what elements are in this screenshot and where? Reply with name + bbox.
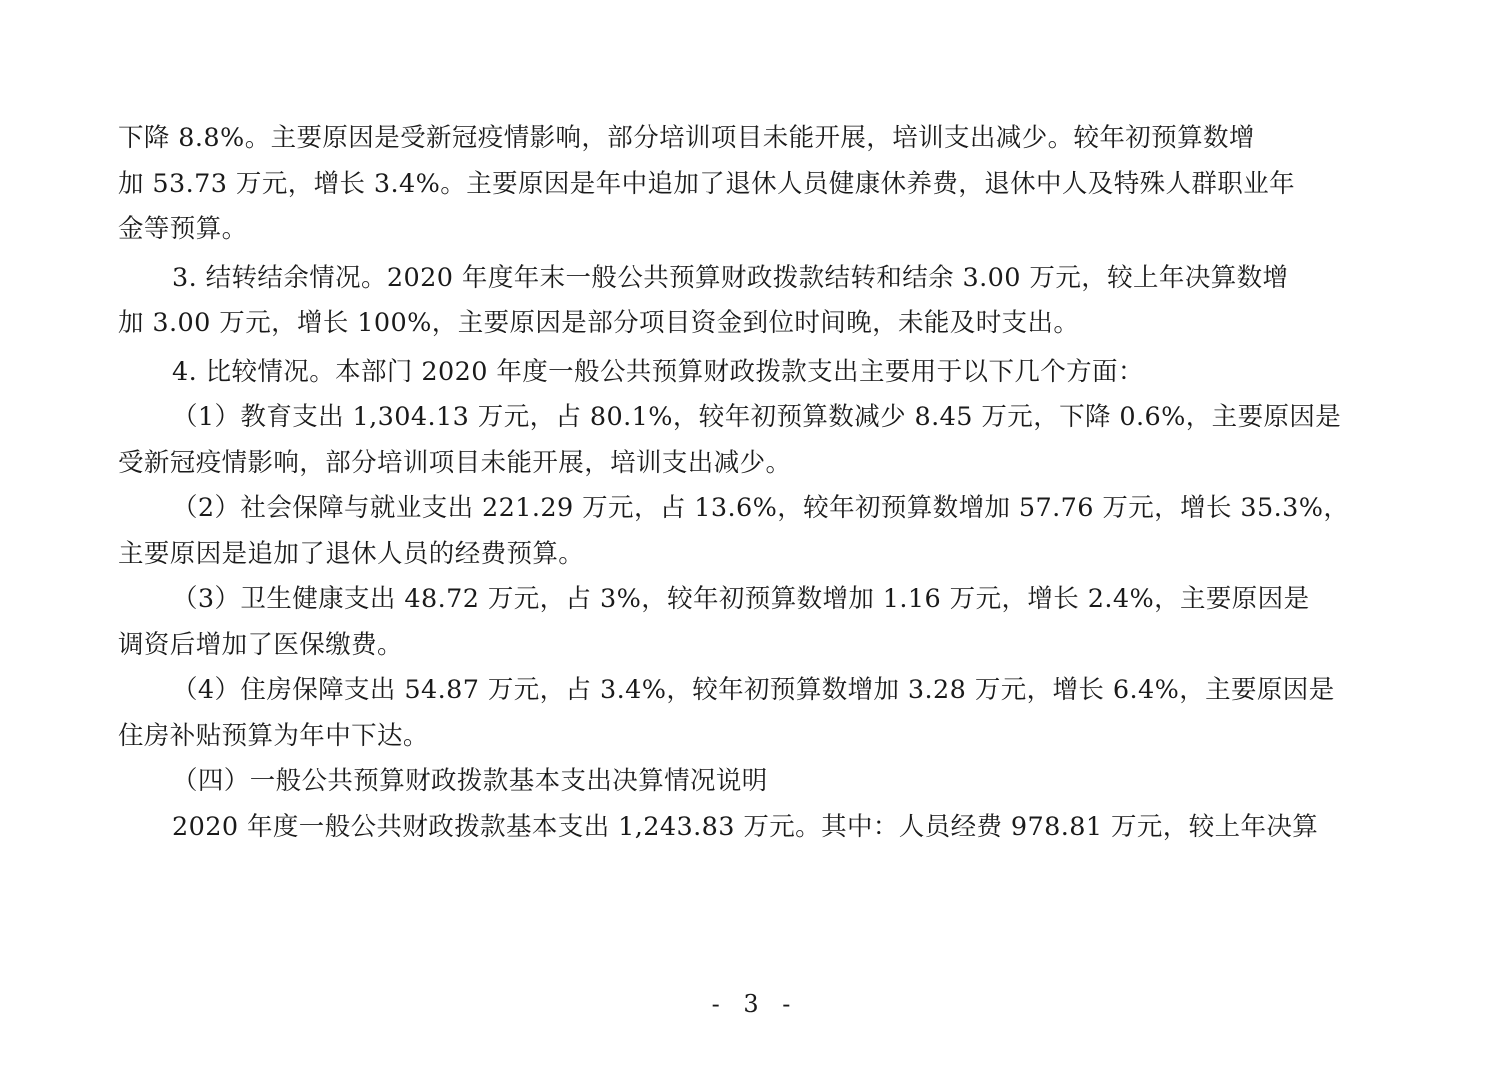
text-line: （4）住房保障支出 54.87 万元，占 3.4%，较年初预算数增加 3.28 万元，增长 6.4%，主要原因是 [172,675,1335,705]
text-line: 住房补贴预算为年中下达。 [118,720,429,751]
page-number: - 3 - [711,990,799,1018]
text-line: （2）社会保障与就业支出 221.29 万元，占 13.6%，较年初预算数增加 57.76 万元，增长 35.3%， [172,493,1350,523]
text-line: 受新冠疫情影响，部分培训项目未能开展，培训支出减少。 [118,447,792,478]
text-line: 4. 比较情况。本部门 2020 年度一般公共预算财政拨款支出主要用于以下几个方面： [172,356,1144,387]
text-line: 调资后增加了医保缴费。 [118,629,403,660]
text-line: 金等预算。 [118,214,248,244]
text-line: 下降 8.8%。主要原因是受新冠疫情影响，部分培训项目未能开展，培训支出减少。较年初预算数增 [118,123,1255,153]
text-line: 3. 结转结余情况。2020 年度年末一般公共预算财政拨款结转和结余 3.00 万元，较上年决算数增 [172,262,1289,293]
text-line: 主要原因是追加了退休人员的经费预算。 [118,538,585,569]
document-body [118,116,1393,850]
text-line: 加 53.73 万元，增长 3.4%。主要原因是年中追加了退休人员健康休养费，退休中人及特殊人群职业年 [118,168,1296,199]
text-line: （1）教育支出 1,304.13 万元，占 80.1%，较年初预算数减少 8.45 万元，下降 0.6%，主要原因是 [172,402,1342,432]
section-heading: （四）一般公共预算财政拨款基本支出决算情况说明 [172,766,768,796]
text-line: （3）卫生健康支出 48.72 万元，占 3%，较年初预算数增加 1.16 万元，增长 2.4%，主要原因是 [172,584,1310,614]
text-line: 加 3.00 万元，增长 100%，主要原因是部分项目资金到位时间晚，未能及时支出。 [118,308,1080,338]
text-line: 2020 年度一般公共财政拨款基本支出 1,243.83 万元。其中：人员经费 978.81 万元，较上年决算 [172,811,1319,842]
